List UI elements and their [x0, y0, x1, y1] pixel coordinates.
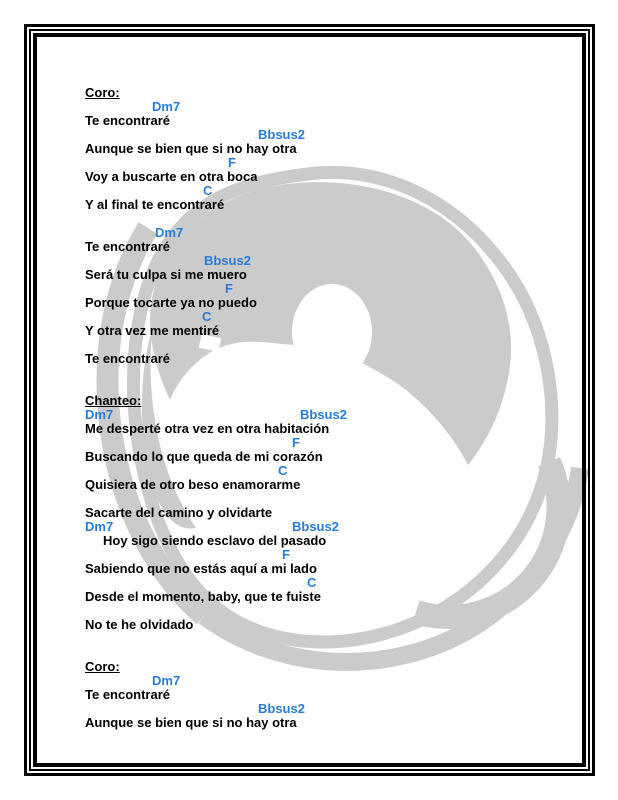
line: [85, 128, 565, 142]
chord-text: Dm7: [152, 673, 181, 688]
line: [85, 548, 565, 562]
line: [85, 422, 565, 436]
line: [85, 660, 565, 674]
line: [85, 114, 565, 128]
line: [85, 506, 565, 520]
line: [85, 156, 565, 170]
lyric-text: Me desperté otra vez en otra habitación: [85, 421, 330, 436]
chord-text: C: [202, 309, 212, 324]
line: [85, 464, 565, 478]
chord-text: F: [292, 435, 300, 450]
line: [85, 590, 565, 604]
blank-line: [85, 632, 565, 646]
chord-text: C: [307, 575, 317, 590]
line: [85, 254, 565, 268]
line: [85, 352, 565, 366]
blank-line: [85, 646, 565, 660]
lyric-text: Sabiendo que no estás aquí a mi lado: [85, 561, 317, 576]
lyric-text: Buscando lo que queda de mi corazón: [85, 449, 323, 464]
line: [85, 324, 565, 338]
lyric-text: Aunque se bien que si no hay otra: [85, 141, 297, 156]
blank-line: [85, 338, 565, 352]
section-heading: Coro:: [85, 659, 120, 674]
line: [85, 562, 565, 576]
lyric-text: Te encontraré: [85, 687, 171, 702]
line: [85, 268, 565, 282]
chord-text: Dm7: [85, 407, 114, 422]
blank-line: [85, 604, 565, 618]
lyrics-document: [85, 86, 565, 730]
line: [85, 478, 565, 492]
lyric-text: Desde el momento, baby, que te fuiste: [85, 589, 321, 604]
chord-text: Dm7: [152, 99, 181, 114]
line: [85, 716, 565, 730]
line: [85, 240, 565, 254]
lyric-text: Te encontraré: [85, 351, 171, 366]
chord-text: C: [278, 463, 288, 478]
line: [85, 226, 565, 240]
lyric-text: Y al final te encontraré: [85, 197, 225, 212]
line: [85, 100, 565, 114]
chord-text: Bbsus2: [258, 127, 305, 142]
line: [85, 436, 565, 450]
lyric-text: Aunque se bien que si no hay otra: [85, 715, 297, 730]
lyric-text: Voy a buscarte en otra boca: [85, 169, 258, 184]
lyric-text: Será tu culpa si me muero: [85, 267, 247, 282]
chord-text: F: [225, 281, 233, 296]
lyric-text: Quisiera de otro beso enamorarme: [85, 477, 301, 492]
blank-line: [85, 492, 565, 506]
blank-line: [85, 380, 565, 394]
line: [85, 86, 565, 100]
lyric-text: Te encontraré: [85, 113, 171, 128]
section-heading: Coro:: [85, 85, 120, 100]
line: [85, 170, 565, 184]
blank-line: [85, 212, 565, 226]
line: [85, 534, 565, 548]
line: [85, 310, 565, 324]
line: [85, 408, 565, 422]
line: [85, 282, 565, 296]
line: [85, 576, 565, 590]
chord-text: F: [282, 547, 290, 562]
lyric-text: Porque tocarte ya no puedo: [85, 295, 257, 310]
lyric-text: Y otra vez me mentiré: [85, 323, 220, 338]
line: [85, 702, 565, 716]
lyric-text: Te encontraré: [85, 239, 171, 254]
line: [85, 394, 565, 408]
line: [85, 296, 565, 310]
blank-line: [85, 366, 565, 380]
line: [85, 142, 565, 156]
chord-text: Bbsus2: [292, 519, 339, 534]
line: [85, 450, 565, 464]
line: [85, 520, 565, 534]
line: [85, 198, 565, 212]
line: [85, 688, 565, 702]
line: [85, 184, 565, 198]
chord-text: Bbsus2: [258, 701, 305, 716]
chord-text: C: [203, 183, 213, 198]
chord-text: Bbsus2: [204, 253, 251, 268]
chord-text: Bbsus2: [300, 407, 347, 422]
chord-text: F: [228, 155, 236, 170]
lyric-text: Sacarte del camino y olvidarte: [85, 505, 273, 520]
lyric-text: No te he olvidado: [85, 617, 194, 632]
line: [85, 618, 565, 632]
lyric-text: Hoy sigo siendo esclavo del pasado: [103, 533, 327, 548]
chord-text: Dm7: [155, 225, 184, 240]
line: [85, 674, 565, 688]
section-heading: Chanteo:: [85, 393, 142, 408]
chord-text: Dm7: [85, 519, 114, 534]
